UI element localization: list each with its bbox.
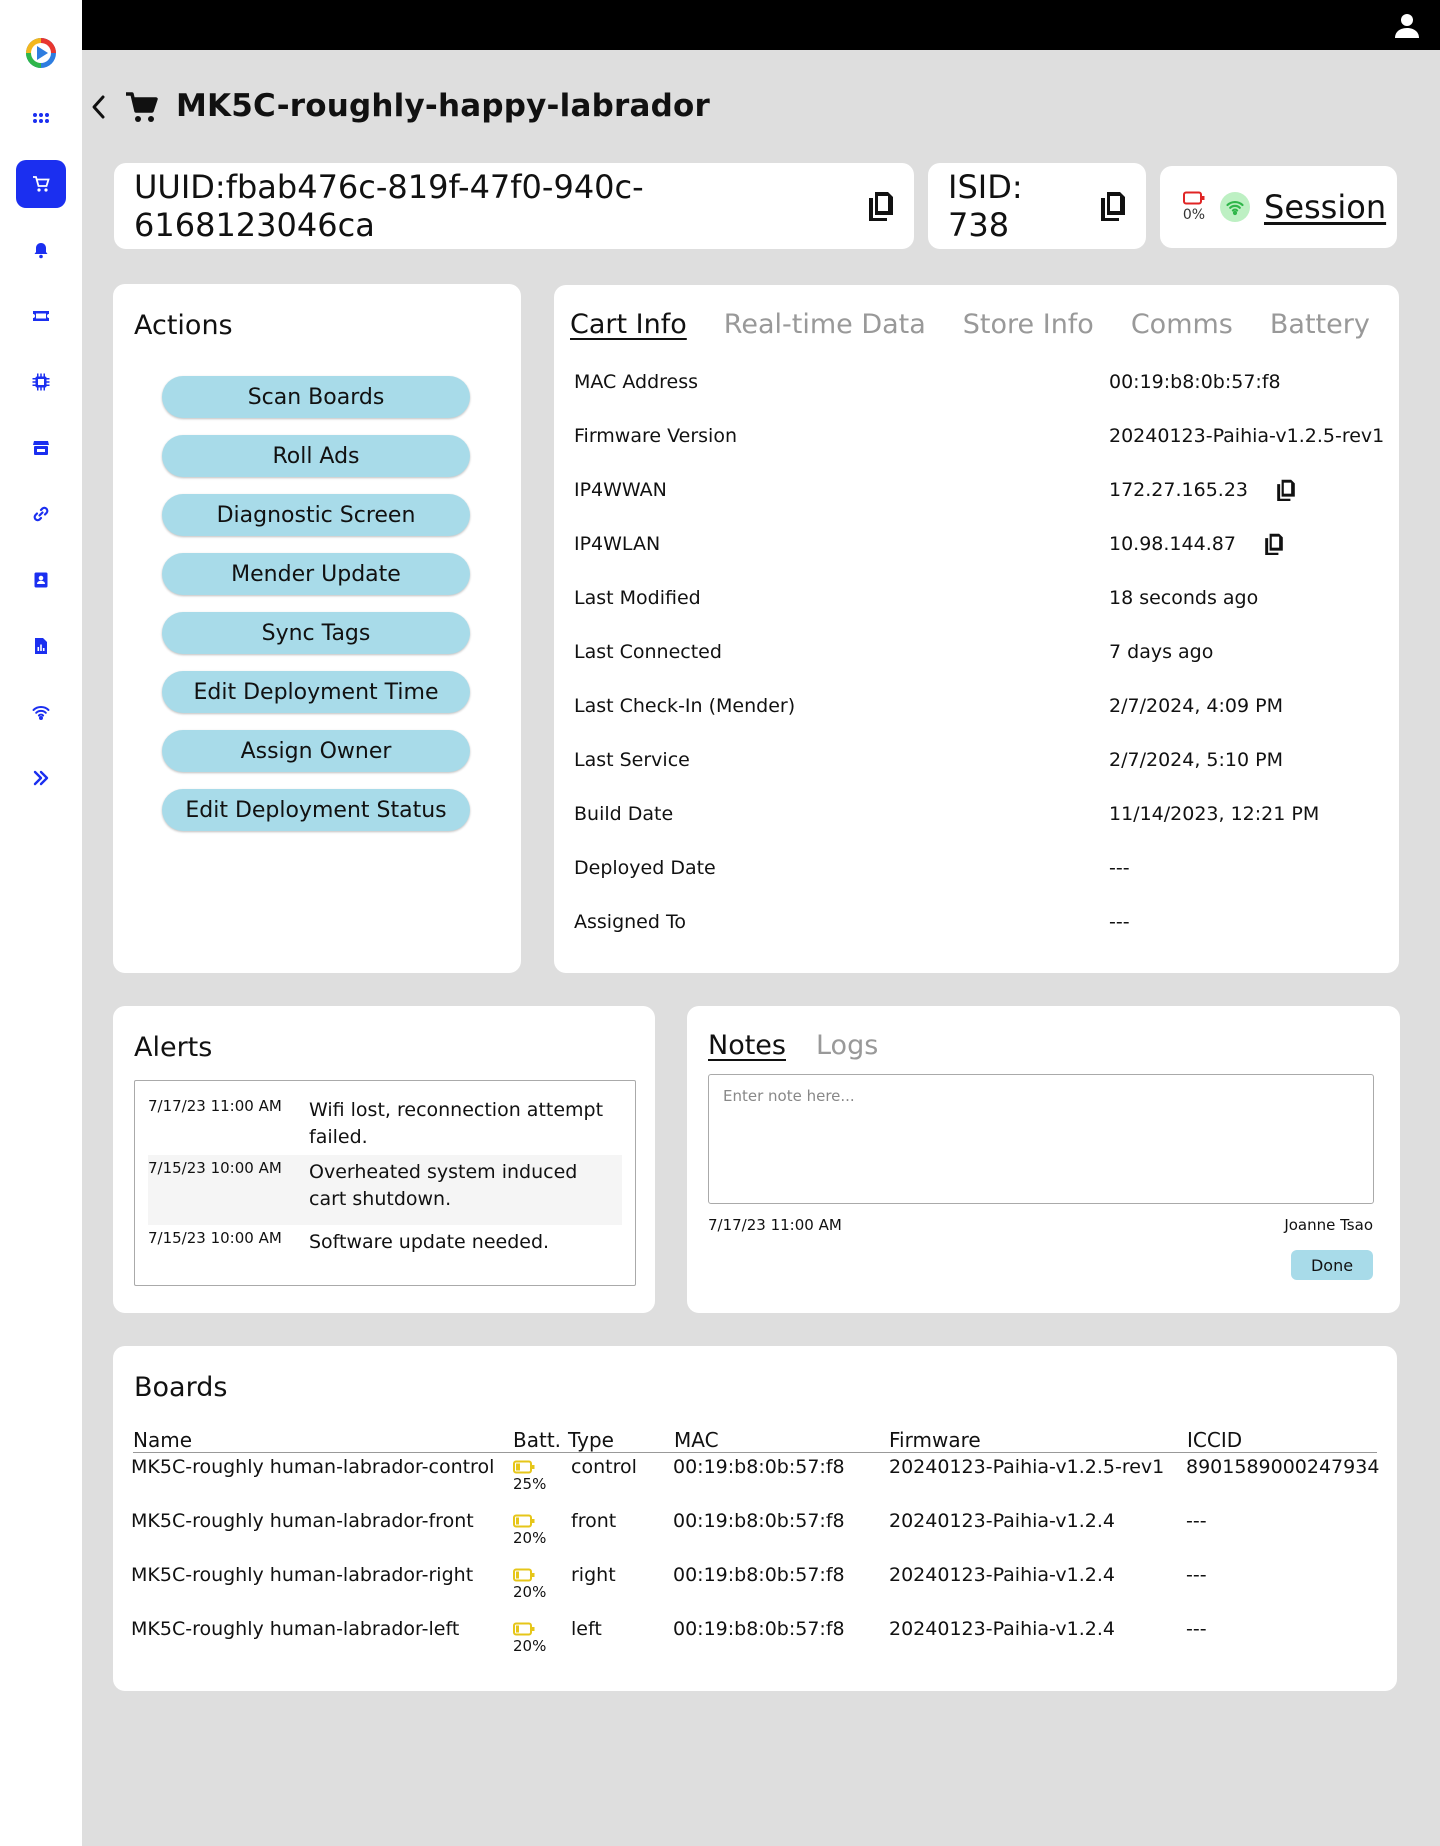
sidebar-item-carts[interactable] [16,160,66,208]
board-battery [513,1514,546,1547]
sidebar-item-stores[interactable] [16,424,66,472]
uuid-card [114,163,914,249]
wifi-status [1220,192,1250,222]
copy-icon[interactable] [1264,533,1284,555]
cart-info-card [554,285,1399,973]
wifi-icon [1225,198,1245,216]
alerts-title: Alerts [134,1032,213,1063]
tab-real-time-data[interactable]: Real-time Data [723,309,926,340]
board-type: control [571,1456,637,1478]
report-icon [32,637,50,655]
info-value: --- [1109,857,1130,879]
alert-time: 7/15/23 10:00 AM [148,1159,282,1177]
tab-store-info[interactable]: Store Info [962,309,1094,340]
scan-boards-button[interactable]: Scan Boards [162,376,470,418]
info-tabs [570,309,1370,340]
note-timestamp: 7/17/23 11:00 AM [708,1216,842,1234]
info-value: --- [1109,911,1130,933]
copy-icon[interactable] [868,191,894,221]
boards-card [113,1346,1397,1691]
board-type: right [571,1564,616,1586]
page-title: MK5C-roughly-happy-labrador [176,88,710,124]
board-mac: 00:19:b8:0b:57:f8 [673,1456,845,1478]
column-header-batt[interactable]: Batt. [513,1428,562,1452]
boards-table-header [113,1420,1397,1454]
sidebar [0,0,82,1846]
table-row[interactable] [113,1510,1397,1564]
table-row[interactable] [113,1618,1397,1672]
board-name: MK5C-roughly human-labrador-front [131,1510,474,1532]
battery-low-icon [513,1568,535,1582]
column-header-mac[interactable]: MAC [674,1428,719,1452]
tab-battery[interactable]: Battery [1269,309,1370,340]
copy-icon[interactable] [1100,191,1126,221]
info-row-assigned-to [574,911,1394,941]
info-row-last-connected [574,641,1394,671]
cart-icon [124,90,160,126]
info-label: IP4WWAN [574,479,667,501]
roll-ads-button[interactable]: Roll Ads [162,435,470,477]
info-value: 18 seconds ago [1109,587,1259,609]
assign-owner-button[interactable]: Assign Owner [162,730,470,772]
battery-percent: 25% [513,1475,547,1493]
back-arrow-icon[interactable] [88,92,110,122]
expand-icon [32,769,50,787]
user-icon[interactable] [1394,12,1420,38]
board-mac: 00:19:b8:0b:57:f8 [673,1618,845,1640]
note-author: Joanne Tsao [1284,1216,1373,1234]
battery-percent: 20% [513,1529,547,1547]
notes-tabs [708,1030,878,1061]
alert-item[interactable] [148,1097,622,1155]
store-icon [32,439,50,457]
info-value: 20240123-Paihia-v1.2.5-rev1 [1109,425,1385,447]
board-battery [513,1568,546,1601]
sidebar-item-connectivity[interactable] [16,688,66,736]
contact-icon [32,571,50,589]
alert-message: Wifi lost, reconnection attempt failed. [309,1099,604,1148]
app-logo-icon[interactable] [24,36,58,70]
board-name: MK5C-roughly human-labrador-right [131,1564,474,1586]
battery-empty-icon [1183,191,1205,205]
table-header-divider [133,1452,1377,1453]
alert-message: Software update needed. [309,1231,550,1253]
table-row[interactable] [113,1564,1397,1618]
sidebar-item-links[interactable] [16,490,66,538]
info-row-ip4wwan [574,479,1394,509]
info-row-build-date [574,803,1394,833]
done-button[interactable]: Done [1291,1250,1373,1280]
battery-low-icon [513,1514,535,1528]
info-value: 172.27.165.23 [1109,479,1249,501]
board-firmware: 20240123-Paihia-v1.2.4 [889,1564,1115,1586]
cart-icon [32,175,50,193]
info-row-ip4wlan [574,533,1394,563]
tab-logs[interactable]: Logs [815,1030,879,1061]
sidebar-item-dashboard[interactable] [16,94,66,142]
actions-card [113,284,521,973]
board-battery [513,1622,546,1655]
info-label: Firmware Version [574,425,737,447]
tab-comms[interactable]: Comms [1130,309,1233,340]
tab-cart-info[interactable]: Cart Info [570,309,687,340]
cart-battery-indicator [1180,191,1208,223]
info-value: 2/7/2024, 5:10 PM [1109,749,1283,771]
battery-low-icon [513,1622,535,1636]
board-name: MK5C-roughly human-labrador-left [131,1618,460,1640]
info-value-wrapper [1109,533,1284,555]
info-value: 11/14/2023, 12:21 PM [1109,803,1320,825]
board-firmware: 20240123-Paihia-v1.2.5-rev1 [889,1456,1165,1478]
mender-update-button[interactable]: Mender Update [162,553,470,595]
alert-item[interactable] [148,1229,622,1269]
isid-text: ISID: 738 [948,168,1023,244]
sidebar-item-contacts[interactable] [16,556,66,604]
battery-percent: 0% [1182,207,1206,223]
info-label: Deployed Date [574,857,716,879]
alert-message: Overheated system induced cart shutdown. [309,1161,578,1210]
alert-time: 7/17/23 11:00 AM [148,1097,282,1115]
table-row[interactable] [113,1456,1397,1510]
info-row-mac [574,371,1394,401]
alerts-card [113,1006,655,1313]
uuid-text: UUID:fbab476c-819f-47f0-940c-6168123046ca [134,168,644,244]
tab-notes[interactable]: Notes [708,1030,786,1061]
sidebar-item-boards[interactable] [16,358,66,406]
sidebar-expand-button[interactable] [16,754,66,802]
battery-percent: 20% [513,1583,547,1601]
sidebar-item-alerts[interactable] [16,226,66,274]
column-header-iccid[interactable]: ICCID [1187,1428,1243,1452]
info-label: Last Service [574,749,690,771]
column-header-name[interactable]: Name [133,1428,193,1452]
alerts-list [134,1080,636,1286]
wifi-icon [32,703,50,721]
battery-low-icon [513,1460,535,1474]
column-header-type[interactable]: Type [568,1428,614,1452]
info-row-deployed-date [574,857,1394,887]
board-type: left [571,1618,602,1640]
alert-item[interactable] [148,1155,622,1225]
info-label: Build Date [574,803,674,825]
edit-deployment-time-button[interactable]: Edit Deployment Time [162,671,470,713]
info-label: MAC Address [574,371,699,393]
info-label: Last Connected [574,641,722,663]
session-link[interactable]: Session [1264,188,1387,226]
edit-deployment-status-button[interactable]: Edit Deployment Status [162,789,470,831]
sidebar-item-reports[interactable] [16,622,66,670]
isid-card [928,163,1146,249]
board-battery [513,1460,546,1493]
actions-title: Actions [134,310,233,341]
note-input[interactable] [708,1074,1374,1204]
info-label: Assigned To [574,911,686,933]
link-icon [32,505,50,523]
bell-icon [32,241,50,259]
board-firmware: 20240123-Paihia-v1.2.4 [889,1618,1115,1640]
info-value-wrapper [1109,479,1296,501]
info-value: 7 days ago [1109,641,1214,663]
board-type: front [571,1510,617,1532]
board-iccid: --- [1186,1510,1207,1532]
grid-icon [32,109,50,127]
info-row-last-modified [574,587,1394,617]
info-row-firmware [574,425,1394,455]
board-iccid: --- [1186,1564,1207,1586]
notes-card [687,1006,1400,1313]
chip-icon [32,373,50,391]
info-label: Last Modified [574,587,701,609]
info-value: 10.98.144.87 [1109,533,1236,555]
board-iccid: 8901589000247934 [1186,1456,1380,1478]
info-row-last-service [574,749,1394,779]
sync-tags-button[interactable]: Sync Tags [162,612,470,654]
board-firmware: 20240123-Paihia-v1.2.4 [889,1510,1115,1532]
info-value: 2/7/2024, 4:09 PM [1109,695,1283,717]
board-mac: 00:19:b8:0b:57:f8 [673,1564,845,1586]
boards-title: Boards [134,1372,228,1403]
battery-percent: 20% [513,1637,547,1655]
top-bar [82,0,1440,50]
copy-icon[interactable] [1276,479,1296,501]
info-row-last-check-in [574,695,1394,725]
info-label: Last Check-In (Mender) [574,695,796,717]
session-card [1160,166,1397,248]
sidebar-item-tickets[interactable] [16,292,66,340]
board-mac: 00:19:b8:0b:57:f8 [673,1510,845,1532]
column-header-firmware[interactable]: Firmware [889,1428,981,1452]
info-label: IP4WLAN [574,533,661,555]
info-value: 00:19:b8:0b:57:f8 [1109,371,1281,393]
alert-time: 7/15/23 10:00 AM [148,1229,282,1247]
board-iccid: --- [1186,1618,1207,1640]
board-name: MK5C-roughly human-labrador-control [131,1456,495,1478]
ticket-icon [32,307,50,325]
diagnostic-screen-button[interactable]: Diagnostic Screen [162,494,470,536]
